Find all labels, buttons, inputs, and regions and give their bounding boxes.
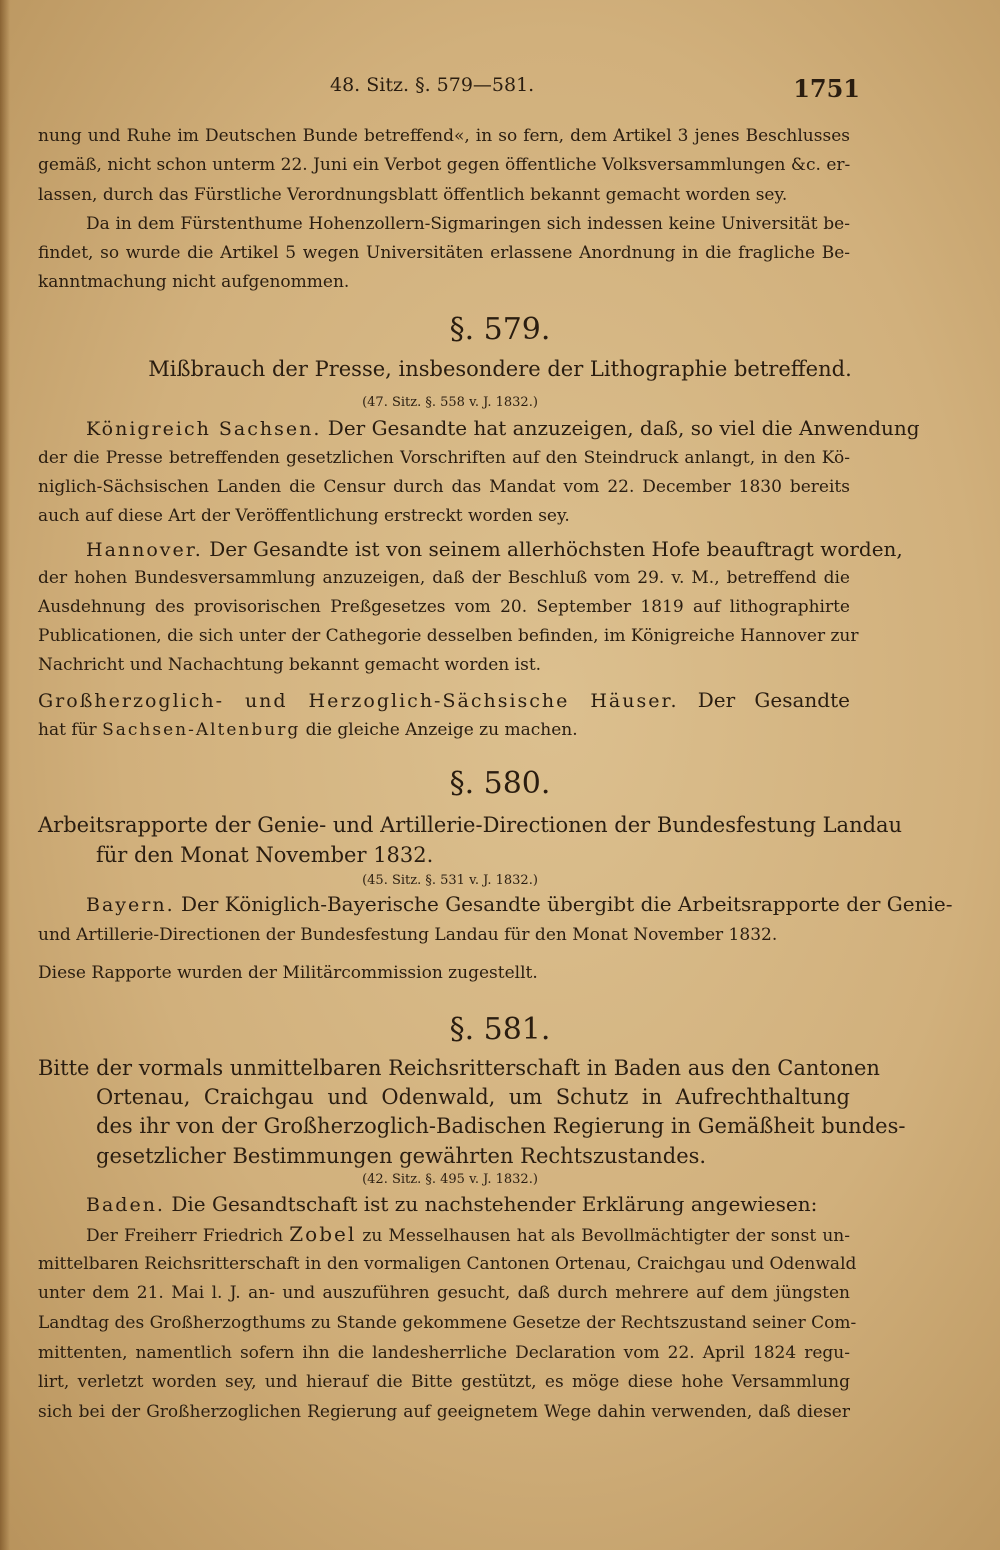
text-line: sich bei der Großherzoglichen Regierung auf geeignetem Wege dahin verwenden, daß dieser [38, 1402, 850, 1422]
paragraph-first-line [86, 414, 920, 443]
paragraph-first-line [86, 1190, 850, 1219]
state-name: Sachsen-Altenburg [102, 720, 301, 740]
state-name: Großherzoglich- und Herzoglich-Sächsische Häuser. [38, 690, 679, 712]
text-line: mittenten, namentlich sofern ihn die landesherrliche Declaration vom 22. April 1824 regu- [38, 1343, 850, 1363]
text-line: Landtag des Großherzogthums zu Stande gekommene Gesetze der Rechtszustand seiner Com- [38, 1313, 857, 1333]
text-line: Publicationen, die sich unter der Cathegorie desselben befinden, im Königreiche Hannover zur [38, 626, 859, 646]
state-name: Bayern. [86, 894, 175, 916]
section-number-581: §. 581. [449, 1012, 551, 1047]
section-ref-580: (45. Sitz. §. 531 v. J. 1832.) [362, 873, 538, 888]
section-title-580-line2: für den Monat November 1832. [96, 843, 434, 867]
text-span: Der Freiherr Friedrich [86, 1226, 284, 1246]
text-line: findet, so wurde die Artikel 5 wegen Universitäten erlassene Anordnung in die fragliche Be- [38, 243, 850, 263]
section-number-580: §. 580. [449, 766, 551, 801]
person-name: Zobel [289, 1222, 357, 1246]
text-line: Nachricht und Nachachtung bekannt gemacht worden ist. [38, 655, 542, 675]
note-line: Diese Rapporte wurden der Militärcommission zugestellt. [38, 963, 538, 983]
section-title-580-line1: Arbeitsrapporte der Genie- und Artillerie-Directionen der Bundesfestung Landau [38, 813, 903, 837]
paragraph-first-line [86, 1222, 850, 1248]
section-title-581-line2: Ortenau, Craichgau und Odenwald, um Schutz in Aufrechthaltung [96, 1085, 850, 1109]
text-line: unter dem 21. Mai l. J. an- und auszuführen gesucht, daß durch mehrere auf dem jüngsten [38, 1283, 850, 1303]
text-span: hat für [38, 720, 97, 740]
text-line: mittelbaren Reichsritterschaft in den vormaligen Cantonen Ortenau, Craichgau und Odenwald [38, 1254, 857, 1274]
text-line: niglich-Sächsischen Landen die Censur durch das Mandat vom 22. December 1830 bereits [38, 477, 850, 497]
running-head: 48. Sitz. §. 579—581. [330, 74, 535, 96]
text-line: Da in dem Fürstenthume Hohenzollern-Sigmaringen sich indessen keine Universität be- [86, 214, 850, 234]
text-span: Der Gesandte ist von seinem allerhöchsten Hofe beauftragt worden, [209, 537, 903, 561]
text-span: Der Königlich-Bayerische Gesandte übergibt die Arbeitsrapporte der Genie- [181, 892, 953, 916]
text-span: zu Messelhausen hat als Bevollmächtigter der sonst un- [362, 1226, 850, 1246]
state-name: Baden. [86, 1194, 165, 1216]
section-ref-581: (42. Sitz. §. 495 v. J. 1832.) [362, 1172, 538, 1187]
text-span: die gleiche Anzeige zu machen. [305, 720, 578, 740]
state-name: Königreich Sachsen. [86, 418, 322, 440]
text-line: und Artillerie-Directionen der Bundesfestung Landau für den Monat November 1832. [38, 925, 778, 945]
paragraph-first-line [86, 890, 953, 919]
section-title-581-line1: Bitte der vormals unmittelbaren Reichsritterschaft in Baden aus den Cantonen [38, 1056, 880, 1080]
paragraph-first-line [86, 535, 903, 564]
text-line: Ausdehnung des provisorischen Preßgesetzes vom 20. September 1819 auf lithographirte [38, 597, 850, 617]
text-span: Der Gesandte hat anzuzeigen, daß, so viel die Anwendung [327, 416, 920, 440]
page-header [330, 74, 860, 104]
section-ref-579: (47. Sitz. §. 558 v. J. 1832.) [362, 395, 538, 410]
paragraph-first-line [38, 686, 850, 715]
state-name: Hannover. [86, 539, 203, 561]
text-span: Die Gesandtschaft ist zu nachstehender Erklärung angewiesen: [171, 1192, 818, 1216]
section-title-581-line4: gesetzlicher Bestimmungen gewährten Rechtszustandes. [96, 1144, 707, 1168]
text-span: Der Gesandte [697, 688, 850, 712]
text-line: lassen, durch das Fürstliche Verordnungsblatt öffentlich bekannt gemacht worden sey. [38, 185, 788, 205]
text-line: gemäß, nicht schon unterm 22. Juni ein Verbot gegen öffentliche Volksversammlungen &c. er- [38, 155, 851, 175]
text-line: lirt, verletzt worden sey, und hierauf die Bitte gestützt, es möge diese hohe Versammlung [38, 1372, 850, 1392]
section-title-581-line3: des ihr von der Großherzoglich-Badischen Regierung in Gemäßheit bundes- [96, 1114, 906, 1138]
text-line: auch auf diese Art der Veröffentlichung erstreckt worden sey. [38, 506, 570, 526]
text-line: nung und Ruhe im Deutschen Bunde betreffend«, in so fern, dem Artikel 3 jenes Beschlusses [38, 126, 850, 146]
text-line: der die Presse betreffenden gesetzlichen Vorschriften auf den Steindruck anlangt, in den Kö- [38, 448, 850, 468]
section-number-579: §. 579. [449, 312, 551, 347]
text-line: kanntmachung nicht aufgenommen. [38, 272, 350, 292]
page-number: 1751 [793, 74, 860, 103]
section-title-579: Mißbrauch der Presse, insbesondere der Lithographie betreffend. [148, 357, 852, 381]
text-line [38, 718, 850, 742]
text-line: der hohen Bundesversammlung anzuzeigen, daß der Beschluß vom 29. v. M., betreffend die [38, 568, 850, 588]
